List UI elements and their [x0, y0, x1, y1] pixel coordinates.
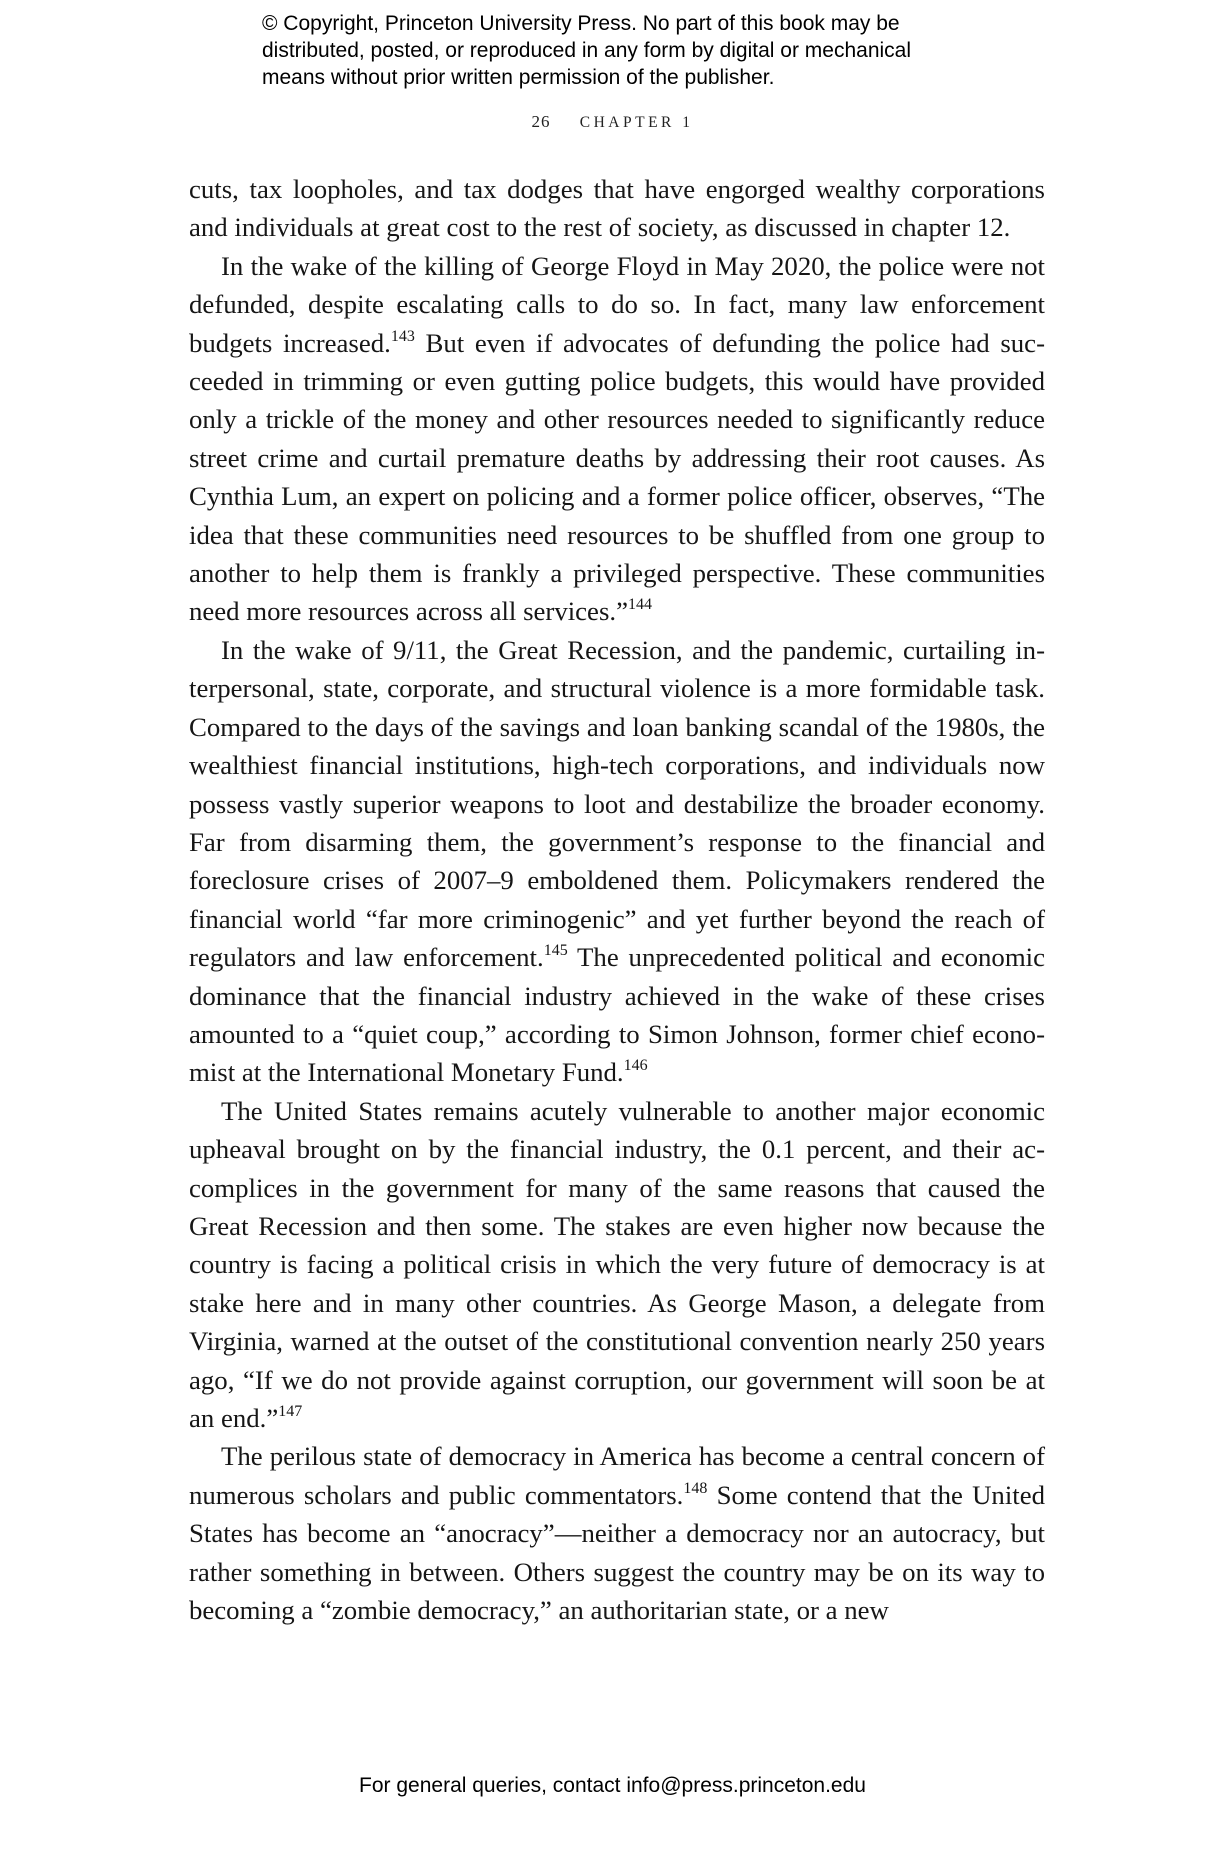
paragraph-text: In the wake of the killing of George Floyd in May 2020, the police were not defunded, despite escalating calls to do so. In fact, many law enforcement budgets increased.	[189, 250, 1045, 358]
body-text	[189, 170, 1045, 1629]
footer-contact: For general queries, contact info@press.princeton.edu	[359, 1774, 866, 1797]
paragraph-text: The United States remains acutely vulnerable to another major economic upheaval brought on by the financial industry, the 0.1 percent, and their accomplices in the government for many of the same reasons that caused the Great Recession and then some. The stakes are even higher now because the country is facing a political crisis in which the very future of democracy is at stake here and in many other countries. As George Mason, a delegate from Virginia, warned at the outset of the constitutional convention nearly 250 years ago, “If we do not provide against corruption, our government will soon be at an end.”	[189, 1095, 1045, 1433]
footnote-marker[interactable]: 144	[627, 596, 652, 614]
paragraph-text: The perilous state of democracy in America has become a central concern of numerous scholars and public commentators.	[189, 1441, 1045, 1510]
footnote-marker[interactable]: 145	[543, 942, 568, 960]
copyright-line: © Copyright, Princeton University Press. No part of this book may be	[262, 12, 900, 35]
paragraph-text: But even if advocates of defunding the police had succeeded in trimming or even gutting police budgets, this would have provided only a trickle of the money and other resources needed to significantly reduce street crime and curtail premature deaths by addressing their root causes. As Cynthia Lum, an expert on policing and a former police officer, observes, “The idea that these communities need resources to be shuffled from one group to another to help them is frankly a privileged perspective. These communities need more resources across all services.”	[189, 327, 1045, 627]
paragraph-text: In the wake of 9/11, the Great Recession, and the pandemic, curtailing interpersonal, state, corporate, and structural violence is a more formidable task. Compared to the days of the savings and loan banking scandal of the 1980s, the wealthiest financial institutions, high-tech corporations, and individuals now possess vastly superior weapons to loot and destabilize the broader economy. Far from disarming them, the government’s response to the financial and foreclosure crises of 2007–9 emboldened them. Policymakers rendered the financial world “far more criminogenic” and yet further beyond the reach of regulators and law enforcement.	[189, 634, 1045, 973]
paragraph	[189, 247, 1045, 631]
paragraph	[189, 1437, 1045, 1629]
footnote-marker[interactable]: 148	[683, 1479, 708, 1497]
paragraph	[189, 170, 1045, 247]
copyright-line: distributed, posted, or reproduced in any form by digital or mechanical	[262, 39, 912, 62]
running-head	[0, 112, 1225, 132]
copyright-line: means without prior written permission of the publisher.	[262, 66, 775, 89]
page-number: 26	[531, 112, 551, 131]
copyright-notice	[262, 10, 982, 91]
paragraph	[189, 1092, 1045, 1438]
footnote-marker[interactable]: 147	[278, 1403, 303, 1420]
chapter-label: CHAPTER 1	[579, 114, 694, 131]
footnote-marker[interactable]: 143	[390, 327, 415, 345]
paragraph-text: The unprecedented political and economic dominance that the financial industry achieved in the wake of these crises amounted to a “quiet coup,” according to Simon Johnson, former chief economist at the International Monetary Fund.	[189, 942, 1045, 1088]
paragraph	[189, 631, 1045, 1092]
paragraph-text: Some contend that the United States has become an “anocracy”—neither a democracy nor an autocracy, but rather something in between. Others suggest the country may be on its way to becoming a “zombie democracy,” an authoritarian state, or a new	[189, 1479, 1045, 1626]
footnote-marker[interactable]: 146	[623, 1057, 648, 1075]
paragraph-text: cuts, tax loopholes, and tax dodges that have engorged wealthy corporations and individuals at great cost to the rest of society, as discussed in chapter 12.	[189, 174, 1045, 243]
